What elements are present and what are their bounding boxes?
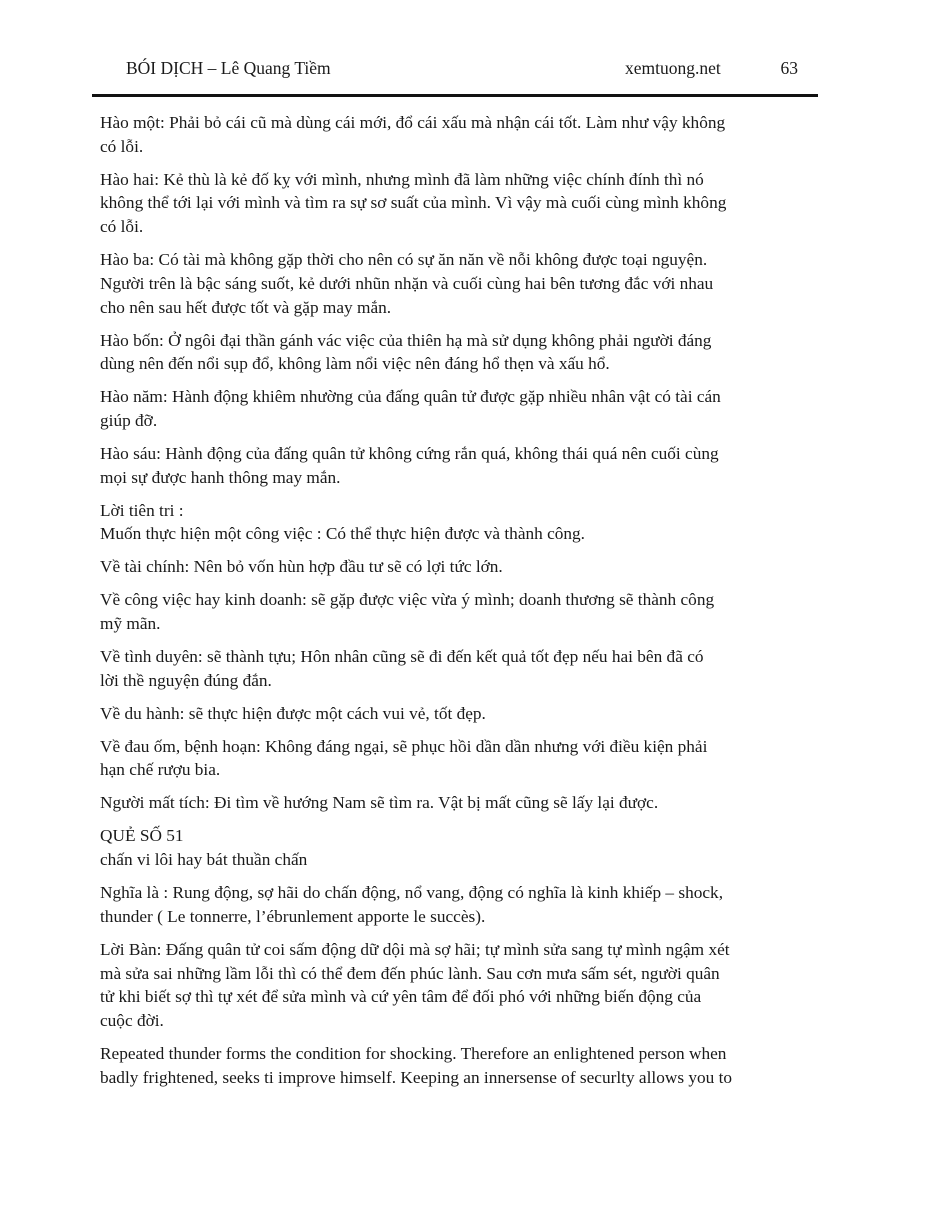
book-title: BÓI DỊCH – Lê Quang Tiềm bbox=[126, 58, 331, 78]
paragraph-loi-ban: Lời Bàn: Đấng quân tử coi sấm động dữ dội mà sợ hãi; tự mình sửa sang tự mình ngậm xét mà sửa sai những lầm lỗi thì có thể đem đến phúc lành. Sau cơn mưa sấm sét, người quân tử khi biết sợ thì tự xét để sửa mình và cứ yên tâm để đối phó với những biến động của cuộc đời. bbox=[100, 939, 730, 1030]
section-heading-que-so-51: QUẺ SỐ 51 chấn vi lôi hay bát thuần chấn bbox=[100, 826, 308, 870]
paragraph-tinh-duyen: Về tình duyên: sẽ thành tựu; Hôn nhân cũng sẽ đi đến kết quả tốt đẹp nếu hai bên đã có lời thề nguyện đúng đắn. bbox=[100, 647, 704, 690]
paragraph-hao-nam: Hào năm: Hành động khiêm nhường của đấng quân tử được gặp nhiều nhân vật có tài cán giúp đỡ. bbox=[100, 387, 721, 430]
header-divider bbox=[92, 94, 818, 97]
page-header bbox=[126, 58, 798, 82]
paragraph-dau-om: Về đau ốm, bệnh hoạn: Không đáng ngại, sẽ phục hồi dần dần nhưng với điều kiện phải hạn chế rượu bia. bbox=[100, 736, 708, 780]
paragraph-hao-ba: Hào ba: Có tài mà không gặp thời cho nên có sự ăn năn về nỗi không được toại nguyện. Người trên là bậc sáng suốt, kẻ dưới nhũn nhặn và cuối cùng hai bên tương đắc với nhau cho nên sau hết được tốt và gặp may mắn. bbox=[100, 250, 714, 317]
body-text bbox=[100, 111, 805, 1089]
paragraph-hao-mot: Hào một: Phải bỏ cái cũ mà dùng cái mới, đổ cái xấu mà nhận cái tốt. Làm như vậy không có lỗi. bbox=[100, 113, 726, 156]
paragraph-cong-viec: Về công việc hay kinh doanh: sẽ gặp được việc vừa ý mình; doanh thương sẽ thành công mỹ mãn. bbox=[100, 590, 715, 634]
paragraph-nguoi-mat-tich: Người mất tích: Đi tìm về hướng Nam sẽ tìm ra. Vật bị mất cũng sẽ lấy lại được. bbox=[100, 793, 659, 813]
website-name: xemtuong.net bbox=[625, 58, 721, 78]
paragraph-du-hanh: Về du hành: sẽ thực hiện được một cách vui vẻ, tốt đẹp. bbox=[100, 703, 486, 723]
paragraph-hao-hai: Hào hai: Kẻ thù là kẻ đố kỵ với mình, nhưng mình đã làm những việc chính đính thì nó không thể tới lại với mình và tìm ra sự sơ suất của mình. Vì vậy mà cuối cùng mình không có lỗi. bbox=[100, 169, 727, 237]
paragraph-loi-tien-tri: Lời tiên tri : Muốn thực hiện một công việc : Có thể thực hiện được và thành công. bbox=[100, 500, 586, 544]
paragraph-hao-sau: Hào sáu: Hành động của đấng quân tử không cứng rắn quá, không thái quá nên cuối cùng mọi sự được hanh thông may mắn. bbox=[100, 443, 719, 487]
page-number: 63 bbox=[780, 58, 798, 78]
paragraph-tai-chinh: Về tài chính: Nên bỏ vốn hùn hợp đầu tư sẽ có lợi tức lớn. bbox=[100, 557, 503, 577]
paragraph-english: Repeated thunder forms the condition for shocking. Therefore an enlightened person when badly frightened, seeks ti improve himself. Keeping an innersense of securlty allows you to bbox=[100, 1043, 733, 1087]
paragraph-hao-bon: Hào bốn: Ở ngôi đại thần gánh vác việc của thiên hạ mà sử dụng không phải người đáng dùng nên đến nổi sụp đổ, không làm nổi việc nên đáng hổ thẹn và xấu hổ. bbox=[100, 330, 712, 374]
paragraph-nghia-la: Nghĩa là : Rung động, sợ hãi do chấn động, nổ vang, động có nghĩa là kinh khiếp – shock, thunder ( Le tonnerre, l’ébrunlement apporte le succès). bbox=[100, 883, 724, 926]
